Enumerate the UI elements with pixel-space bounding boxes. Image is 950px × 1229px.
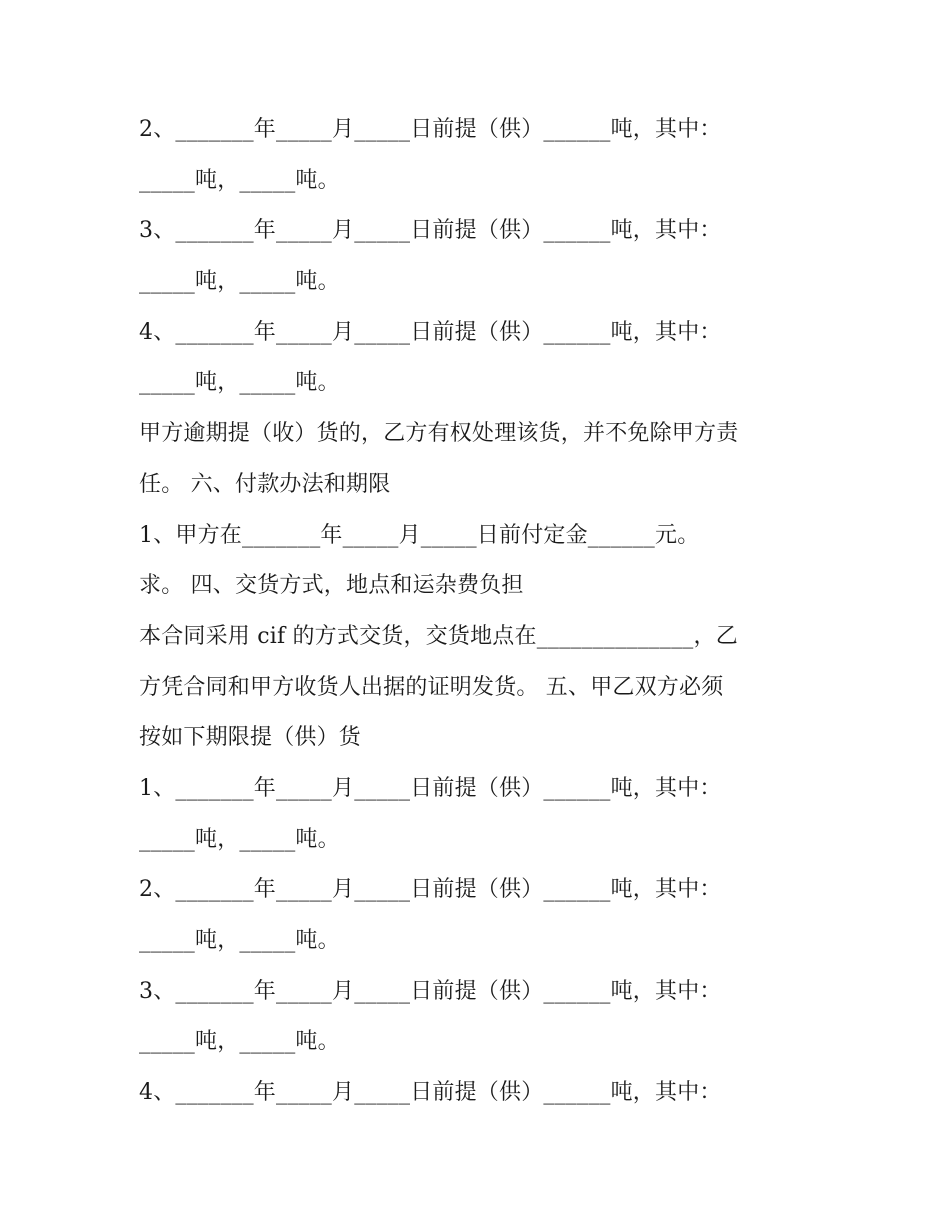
text-line: 4、_______年_____月_____日前提（供）______吨，其中： xyxy=(139,319,722,345)
text-line: _____吨，_____吨。 xyxy=(139,1029,340,1055)
text-line: 2、_______年_____月_____日前提（供）______吨，其中： xyxy=(139,117,722,142)
text-line: 4、_______年_____月_____日前提（供）______吨，其中： xyxy=(139,1080,722,1106)
text-line: 甲方逾期提（收）货的，乙方有权处理该货，并不免除甲方责 xyxy=(139,421,739,447)
text-line: 求。 四、交货方式，地点和运杂费负担 xyxy=(139,573,524,599)
document-body xyxy=(139,105,839,1119)
text-line: _____吨，_____吨。 xyxy=(139,826,340,852)
text-line: 本合同采用 cif 的方式交货，交货地点在______________，乙 xyxy=(139,623,738,649)
text-line: _____吨，_____吨。 xyxy=(139,928,340,953)
text-line: _____吨，_____吨。 xyxy=(139,269,340,295)
text-line: 3、_______年_____月_____日前提（供）______吨，其中： xyxy=(139,978,722,1004)
text-line: 1、_______年_____月_____日前提（供）______吨，其中： xyxy=(139,775,722,801)
text-line: 方凭合同和甲方收货人出据的证明发货。 五、甲乙双方必须 xyxy=(139,674,724,700)
text-line: 任。 六、付款办法和期限 xyxy=(139,471,391,497)
text-line: 2、_______年_____月_____日前提（供）______吨，其中： xyxy=(139,877,722,903)
text-line: 3、_______年_____月_____日前提（供）______吨，其中： xyxy=(139,218,722,244)
text-line: _____吨，_____吨。 xyxy=(139,370,340,396)
text-line: 按如下期限提（供）货 xyxy=(139,725,362,751)
text-line: 1、甲方在_______年_____月_____日前付定金______元。 xyxy=(139,522,700,548)
text-line: _____吨，_____吨。 xyxy=(139,167,340,193)
